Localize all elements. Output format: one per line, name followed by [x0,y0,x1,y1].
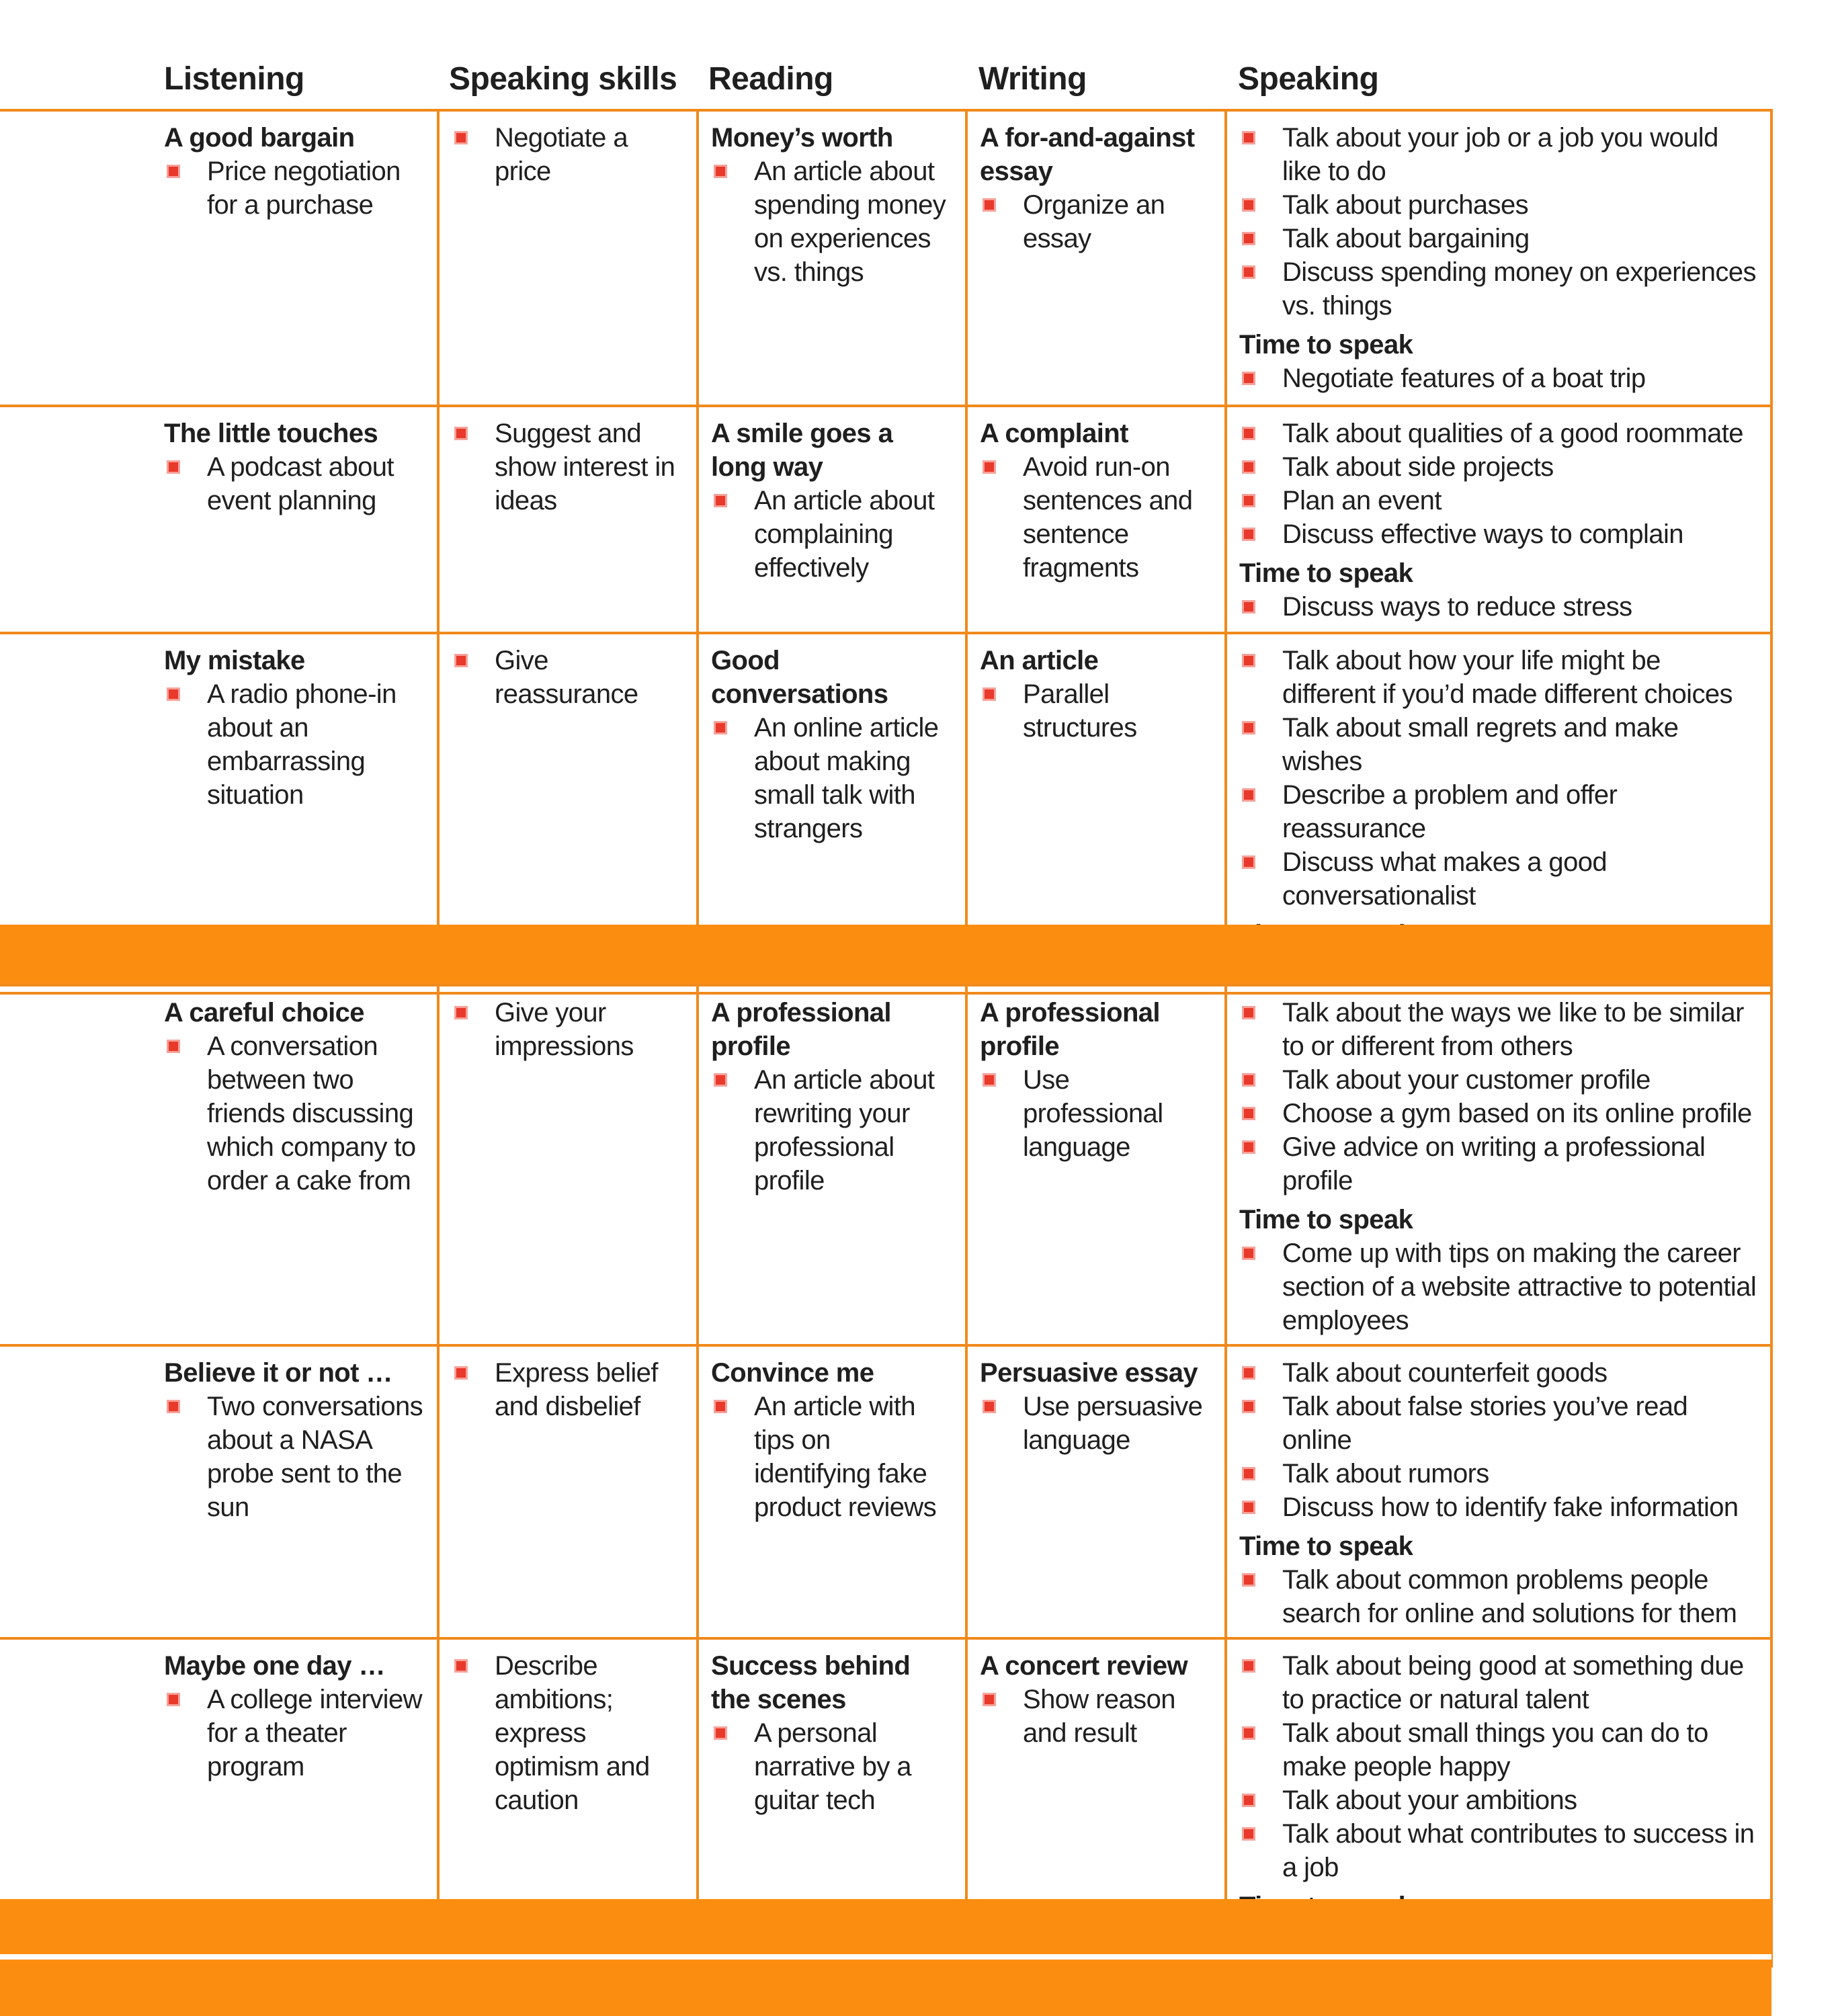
footer-band-top [0,1899,1771,1954]
bullet-list-item [1239,222,1758,255]
listening-item-text: A podcast about event planning [207,452,394,515]
square-bullet-icon [1242,198,1255,212]
speaking-item-text: Talk about being good at something due to practice or natural talent [1282,1651,1744,1714]
time-to-speak-heading: Time to speak [1239,1531,1413,1561]
speaking-item-list [1239,644,1758,913]
square-bullet-icon [454,427,468,440]
listening-item-list [164,450,425,517]
lesson-row [0,1345,1771,1638]
bullet-list-item [711,155,953,289]
speaking-item-text: Talk about what contributes to success in a job [1282,1819,1755,1882]
bullet-list-item [1239,644,1758,711]
time-to-speak-heading: Time to speak [1239,1205,1413,1234]
bullet-list-item [1239,362,1758,395]
reading-item-list [711,1063,953,1198]
bullet-list-item [164,677,425,812]
listening-item-list [164,1683,425,1783]
header-reading: Reading [708,61,833,97]
lesson-row [0,406,1771,633]
bullet-list-item [980,1390,1212,1457]
speaking-item-text: Talk about the ways we like to be similar to or different from others [1282,998,1744,1061]
bullet-list-item [711,1063,953,1198]
speaking-item-text: Plan an event [1282,486,1442,515]
bullet-list-item [1239,590,1758,624]
cell-listening [0,110,438,406]
syllabus-table-unit-2 [0,984,1773,1968]
cell-speaking-skills [438,985,698,1345]
cell-listening [0,406,438,633]
bullet-list-item [1239,517,1758,551]
writing-item-text: Avoid run-on sentences and sentence fragments [1023,452,1193,583]
square-bullet-icon [1242,1726,1255,1740]
listening-item-text: Price negotiation for a purchase [207,157,401,220]
column-header-row [0,60,1836,108]
cell-reading [698,406,966,633]
square-bullet-icon [1242,788,1255,802]
square-bullet-icon [1242,1073,1255,1087]
square-bullet-icon [983,198,996,212]
square-bullet-icon [1242,1573,1255,1587]
bullet-list-item [1239,1817,1758,1884]
speaking-item-text: Talk about how your life might be different if you’d made different choices [1282,646,1733,709]
reading-title: A professional profile [711,998,891,1061]
square-bullet-icon [983,460,996,474]
bullet-list-item [1239,711,1758,778]
speaking-item-text: Talk about purchases [1282,190,1529,220]
speaking-item-list [1239,996,1758,1198]
listening-item-list [164,1390,425,1524]
square-bullet-icon [714,1726,727,1740]
writing-item-text: Show reason and result [1023,1685,1175,1748]
bullet-list-item [711,484,953,585]
bullet-list-item [980,677,1212,745]
square-bullet-icon [1242,1400,1255,1413]
time-to-speak-heading: Time to speak [1239,558,1413,588]
bullet-list-item [980,1063,1212,1164]
bullet-list-item [1239,121,1758,188]
speaking-item-list [1239,121,1758,323]
square-bullet-icon [1242,721,1255,734]
cell-speaking [1226,110,1771,406]
square-bullet-icon [714,1073,727,1087]
cell-listening [0,1345,438,1638]
cell-writing [966,985,1226,1345]
square-bullet-icon [1242,427,1255,440]
square-bullet-icon [1242,372,1255,385]
reading-item-text: An article about spending money on experiences vs. things [754,157,946,287]
bullet-list-item [452,417,684,517]
bullet-list-item [1239,996,1758,1063]
bullet-list-item [980,450,1212,585]
reading-title: Convince me [711,1358,874,1388]
bullet-list-item [164,1390,425,1524]
reading-item-text: An article about complaining effectively [754,486,935,583]
listening-item-list [164,1030,425,1198]
reading-item-list [711,1716,953,1817]
writing-title: A complaint [980,419,1128,448]
reading-title: Good conversations [711,646,888,709]
square-bullet-icon [1242,855,1255,869]
square-bullet-icon [1242,528,1255,541]
bullet-list-item [452,1356,684,1423]
bullet-list-item [711,1716,953,1817]
bullet-list-item [1239,1390,1758,1457]
bullet-list-item [1239,188,1758,222]
speaking-item-text: Talk about side projects [1282,452,1554,482]
bullet-list-item [1239,1783,1758,1817]
footer-band-gap [0,1954,1771,1960]
section-divider-band [0,925,1771,985]
listening-title: The little touches [164,419,378,448]
square-bullet-icon [1242,1006,1255,1019]
cell-writing [966,1345,1226,1638]
reading-item-text: An article with tips on identifying fake product reviews [754,1392,937,1522]
time-to-speak-item-list [1239,1236,1758,1337]
listening-item-list [164,677,425,812]
square-bullet-icon [983,1400,996,1413]
reading-title: A smile goes a long way [711,419,893,482]
writing-title: A concert review [980,1651,1188,1681]
listening-item-text: Two conversations about a NASA probe sent to the sun [207,1392,423,1522]
lesson-row [0,985,1771,1345]
cell-speaking [1226,406,1771,633]
writing-item-list [980,1390,1212,1457]
reading-item-list [711,1390,953,1524]
header-speaking: Speaking [1238,61,1379,97]
speaking-item-text: Talk about rumors [1282,1459,1489,1488]
bullet-list-item [1239,845,1758,913]
time-to-speak-item-text: Talk about common problems people search for online and solutions for them [1282,1565,1737,1628]
square-bullet-icon [714,721,727,734]
square-bullet-icon [1242,1366,1255,1380]
square-bullet-icon [983,1693,996,1706]
speaking-item-text: Talk about bargaining [1282,224,1530,253]
square-bullet-icon [1242,1467,1255,1480]
square-bullet-icon [1242,1827,1255,1841]
cell-listening [0,985,438,1345]
bullet-list-item [1239,1063,1758,1097]
square-bullet-icon [454,1006,468,1019]
speaking-item-text: Discuss what makes a good conversationalist [1282,847,1608,911]
listening-item-text: A college interview for a theater program [207,1685,422,1781]
square-bullet-icon [167,165,180,178]
speaking-item-text: Talk about your customer profile [1282,1065,1651,1095]
square-bullet-icon [454,1366,468,1380]
speaking-skills-item-text: Describe ambitions; express optimism and caution [495,1651,650,1815]
speaking-item-text: Talk about small things you can do to make people happy [1282,1718,1708,1781]
square-bullet-icon [983,687,996,701]
writing-item-list [980,1683,1212,1750]
square-bullet-icon [1242,1659,1255,1673]
speaking-item-text: Give advice on writing a professional profile [1282,1132,1706,1195]
bullet-list-item [164,155,425,222]
header-listening: Listening [164,61,304,97]
cell-reading [698,110,966,406]
square-bullet-icon [1242,1107,1255,1120]
listening-title: Believe it or not … [164,1358,392,1388]
square-bullet-icon [1242,460,1255,474]
listening-title: My mistake [164,646,305,675]
speaking-item-text: Discuss how to identify fake information [1282,1493,1739,1522]
square-bullet-icon [1242,1501,1255,1514]
writing-item-text: Parallel structures [1023,679,1137,743]
square-bullet-icon [454,1659,468,1673]
square-bullet-icon [714,494,727,507]
lesson-row [0,110,1771,406]
syllabus-table-unit-1 [0,109,1773,995]
speaking-skills-item-text: Give reassurance [495,646,638,709]
bullet-list-item [980,1683,1212,1750]
square-bullet-icon [714,1400,727,1413]
time-to-speak-heading: Time to speak [1239,330,1413,360]
writing-title: A professional profile [980,998,1160,1061]
speaking-item-text: Talk about qualities of a good roommate [1282,419,1743,448]
reading-item-text: An article about rewriting your professional profile [754,1065,935,1195]
cell-reading [698,985,966,1345]
speaking-item-text: Talk about small regrets and make wishes [1282,713,1679,776]
bullet-list-item [711,1390,953,1524]
square-bullet-icon [983,1073,996,1087]
header-writing: Writing [978,61,1087,97]
bullet-list-item [1239,1649,1758,1716]
bullet-list-item [980,188,1212,255]
writing-item-text: Use persuasive language [1023,1392,1203,1455]
speaking-skills-item-text: Give your impressions [495,998,634,1061]
bullet-list-item [452,1649,684,1817]
reading-title: Success behind the scenes [711,1651,911,1714]
bullet-list-item [1239,1236,1758,1337]
bullet-list-item [164,1683,425,1783]
bullet-list-item [711,711,953,845]
square-bullet-icon [1242,1794,1255,1807]
speaking-skills-item-text: Express belief and disbelief [495,1358,658,1421]
listening-item-text: A conversation between two friends discussing which company to order a cake from [207,1032,416,1195]
square-bullet-icon [167,1040,180,1053]
listening-title: Maybe one day … [164,1651,385,1681]
header-speaking-skills: Speaking skills [449,61,677,97]
square-bullet-icon [1242,265,1255,279]
writing-item-list [980,450,1212,585]
time-to-speak-item-text: Come up with tips on making the career section of a website attractive to potential employees [1282,1238,1757,1335]
writing-title: A for-and-against essay [980,123,1195,186]
bullet-list-item [164,1030,425,1198]
writing-item-list [980,1063,1212,1164]
writing-title: Persuasive essay [980,1358,1198,1388]
reading-item-text: A personal narrative by a guitar tech [754,1718,911,1815]
speaking-item-text: Talk about false stories you’ve read online [1282,1392,1688,1455]
bullet-list-item [1239,1716,1758,1783]
square-bullet-icon [167,687,180,701]
cell-speaking-skills [438,110,698,406]
cell-speaking-skills [438,406,698,633]
speaking-item-text: Talk about your job or a job you would like to do [1282,123,1718,186]
speaking-skills-item-list [452,1356,684,1423]
reading-title: Money’s worth [711,123,893,153]
speaking-item-text: Describe a problem and offer reassurance [1282,780,1618,843]
bullet-list-item [1239,255,1758,323]
listening-title: A good bargain [164,123,355,153]
time-to-speak-item-text: Discuss ways to reduce stress [1282,592,1632,622]
square-bullet-icon [1242,600,1255,614]
bullet-list-item [1239,1130,1758,1198]
writing-item-text: Organize an essay [1023,190,1165,253]
speaking-item-list [1239,417,1758,551]
time-to-speak-item-list [1239,590,1758,624]
speaking-skills-item-list [452,121,684,188]
speaking-skills-item-list [452,644,684,711]
bullet-list-item [452,121,684,188]
bullet-list-item [1239,417,1758,450]
reading-item-text: An online article about making small talk with strangers [754,713,939,843]
bullet-list-item [1239,1097,1758,1130]
cell-writing [966,406,1226,633]
cell-writing [966,110,1226,406]
speaking-item-text: Choose a gym based on its online profile [1282,1099,1752,1128]
listening-item-list [164,155,425,222]
speaking-item-text: Discuss effective ways to complain [1282,519,1683,549]
listening-item-text: A radio phone-in about an embarrassing situation [207,679,397,810]
square-bullet-icon [167,460,180,474]
speaking-skills-item-list [452,417,684,517]
bullet-list-item [452,644,684,711]
bullet-list-item [1239,1563,1758,1630]
square-bullet-icon [1242,1140,1255,1154]
speaking-item-list [1239,1356,1758,1524]
square-bullet-icon [714,165,727,178]
square-bullet-icon [167,1400,180,1413]
speaking-item-text: Talk about counterfeit goods [1282,1358,1608,1388]
cell-speaking-skills [438,1345,698,1638]
square-bullet-icon [167,1693,180,1706]
bullet-list-item [452,996,684,1063]
speaking-skills-item-text: Suggest and show interest in ideas [495,419,675,515]
bullet-list-item [1239,778,1758,845]
square-bullet-icon [1242,494,1255,507]
writing-item-text: Use professional language [1023,1065,1163,1162]
bullet-list-item [1239,1457,1758,1490]
cell-reading [698,1345,966,1638]
time-to-speak-item-list [1239,362,1758,395]
square-bullet-icon [1242,654,1255,667]
speaking-item-text: Talk about your ambitions [1282,1786,1577,1815]
speaking-item-text: Discuss spending money on experiences vs. things [1282,257,1756,321]
writing-item-list [980,188,1212,255]
speaking-item-list [1239,1649,1758,1884]
footer-band-bottom [0,1960,1771,2016]
bullet-list-item [1239,1356,1758,1390]
reading-item-list [711,484,953,585]
cell-speaking [1226,1345,1771,1638]
writing-title: An article [980,646,1099,675]
time-to-speak-item-list [1239,1563,1758,1630]
bullet-list-item [1239,1490,1758,1524]
cell-speaking [1226,985,1771,1345]
square-bullet-icon [454,131,468,144]
reading-item-list [711,711,953,845]
bullet-list-item [164,450,425,517]
writing-item-list [980,677,1212,745]
square-bullet-icon [1242,1247,1255,1260]
speaking-skills-item-text: Negotiate a price [495,123,628,186]
bullet-list-item [1239,450,1758,484]
square-bullet-icon [1242,131,1255,144]
time-to-speak-item-text: Negotiate features of a boat trip [1282,364,1646,393]
speaking-skills-item-list [452,1649,684,1817]
speaking-skills-item-list [452,996,684,1063]
square-bullet-icon [1242,232,1255,245]
reading-item-list [711,155,953,289]
square-bullet-icon [454,654,468,667]
listening-title: A careful choice [164,998,364,1027]
bullet-list-item [1239,484,1758,517]
